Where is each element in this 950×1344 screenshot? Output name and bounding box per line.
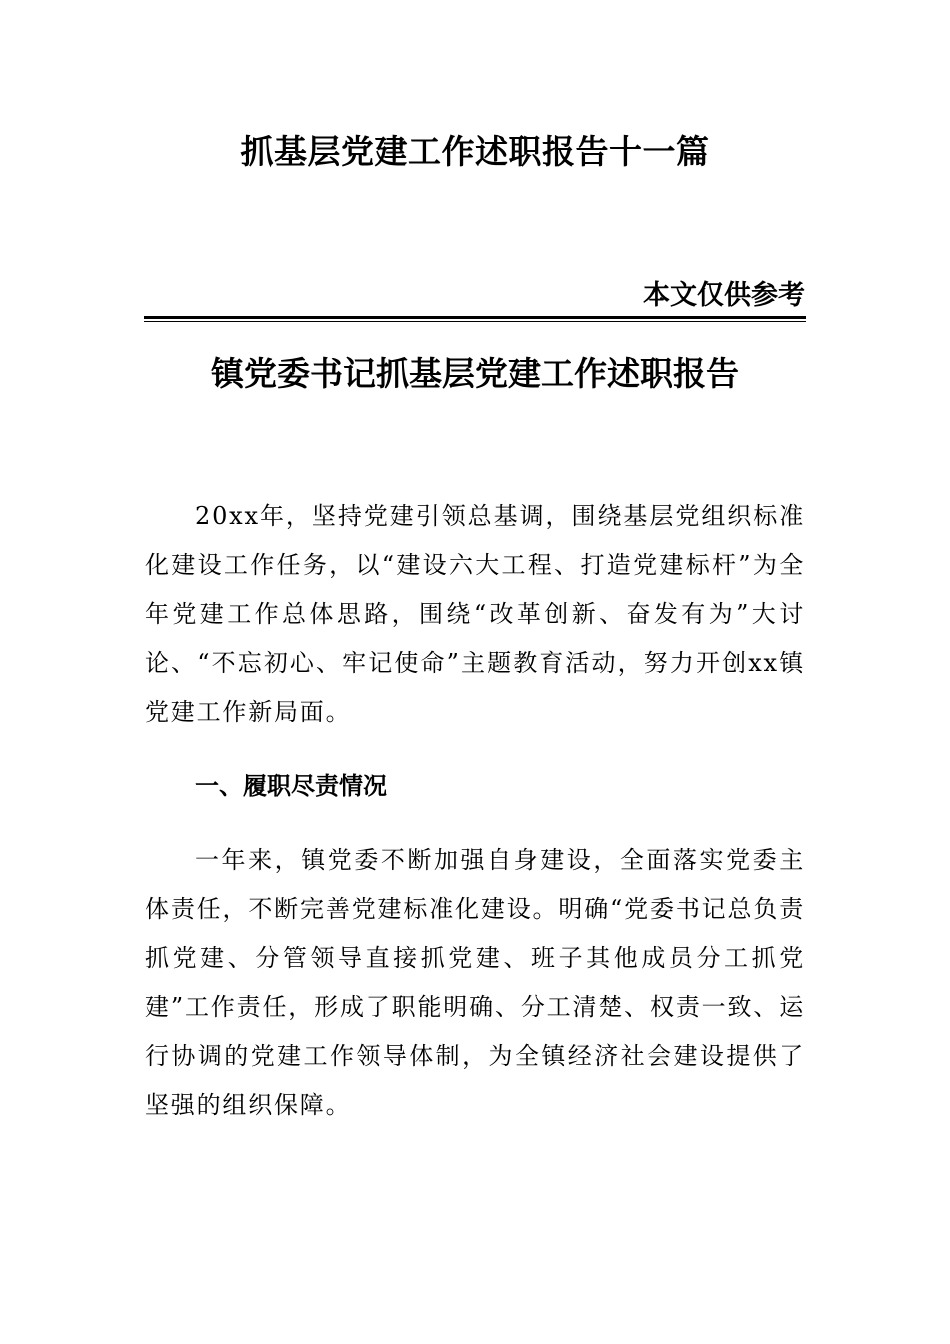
reference-note: 本文仅供参考 [643, 280, 805, 311]
section-title: 镇党委书记抓基层党建工作述职报告 [211, 354, 739, 393]
paragraph-performance: 一年来，镇党委不断加强自身建设，全面落实党委主体责任，不断完善党建标准化建设。明确“党委书记总负责抓党建、分管领导直接抓党建、班子其他成员分工抓党建”工作责任，形成了职能明确、分工清楚、权责一致、运行协调的党建工作领导体制，为全镇经济社会建设提供了坚强的组织保障。 [145, 846, 805, 1119]
header-divider [144, 316, 806, 322]
main-title: 抓基层党建工作述职报告十一篇 [240, 132, 710, 171]
paragraph-intro: 20xx年，坚持党建引领总基调，围绕基层党组织标准化建设工作任务，以“建设六大工程、打造党建标杆”为全年党建工作总体思路，围绕“改革创新、奋发有为”大讨论、“不忘初心、牢记使命”主题教育活动，努力开创xx镇党建工作新局面。 [145, 502, 805, 726]
heading-performance: 一、履职尽责情况 [195, 771, 387, 800]
